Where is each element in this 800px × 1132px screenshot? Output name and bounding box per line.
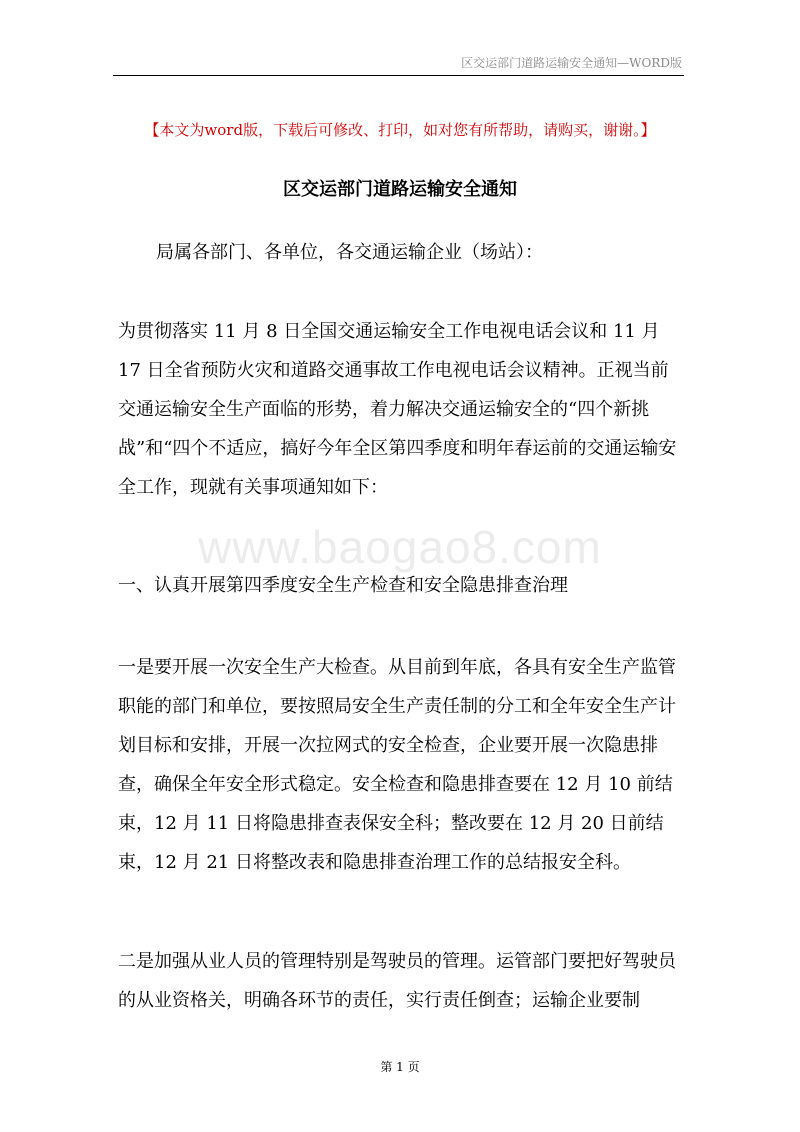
salutation: 局属各部门、各单位，各交通运输企业（场站）： — [156, 242, 543, 263]
intro-paragraph: 为贯彻落实 11 月 8 日全国交通运输安全工作电视电话会议和 11 月 17 日全省预防火灾和道路交通事故工作电视电话会议精神。正视当前交通运输安全生产面临的形势，着力解决交通运输安全的“四个新挑战”和“四个不适应，搞好今年全区第四季度和明年春运前的交通运输安全工作，现就有关事项通知如下： — [118, 321, 677, 498]
page-number: 第 1 页 — [380, 1060, 420, 1074]
watermark: www.baogao8.com — [198, 521, 602, 573]
section-heading: 一、认真开展第四季度安全生产检查和安全隐患排查治理 — [118, 575, 568, 596]
document-title: 区交运部门道路运输安全通知 — [283, 179, 517, 200]
header-divider — [113, 75, 684, 76]
running-header-title: 区交运部门道路运输安全通知—WORD版 — [461, 56, 682, 70]
paragraph-point-2: 二是加强从业人员的管理特别是驾驶员的管理。运管部门要把好驾驶员的从业资格关，明确各环节的责任，实行责任倒查；运输企业要制 — [118, 951, 676, 1011]
paragraph-point-1: 一是要开展一次安全生产大检查。从目前到年底，各具有安全生产监管职能的部门和单位，要按照局安全生产责任制的分工和全年安全生产计划目标和安排，开展一次拉网式的安全检查，企业要开展一次隐患排查，确保全年安全形式稳定。安全检查和隐患排查要在 12 月 10 前结束，12 月 11 日将隐患排查表保安全科；整改要在 12 月 20 日前结束，12 月 21 日将整改表和隐患排查治理工作的总结报安全科。 — [118, 657, 676, 873]
purchase-notice: 【本文为word版，下载后可修改、打印，如对您有所帮助，请购买，谢谢。】 — [144, 121, 656, 139]
